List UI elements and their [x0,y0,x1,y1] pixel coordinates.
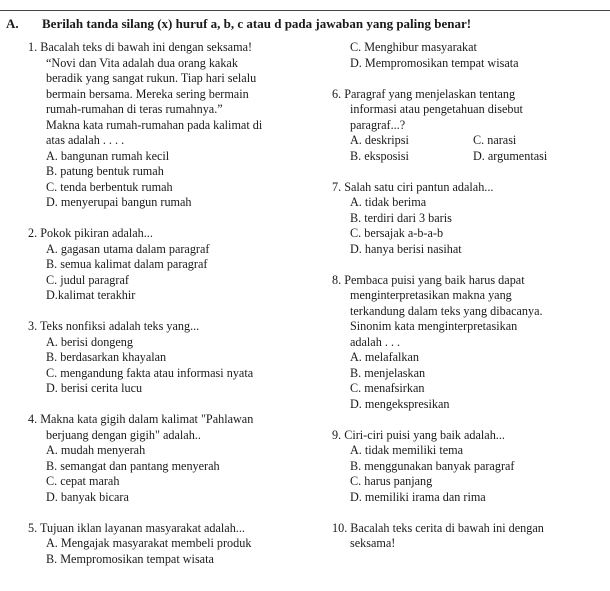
q8-option-c[interactable]: C. menafsirkan [350,381,425,395]
question-9 [332,428,547,506]
q4-option-c[interactable]: C. cepat marah [46,474,120,488]
q4-option-d[interactable]: D. banyak bicara [46,489,129,504]
q2-option-c[interactable]: C. judul paragraf [46,272,129,287]
top-divider [0,10,610,11]
question-10 [332,521,547,552]
q6-options-row-1 [332,133,547,149]
section-instruction: Berilah tanda silang (x) huruf a, b, c atau d pada jawaban yang paling benar! [42,16,472,31]
q1-stem-line: bermain bersama. Mereka sering bermain [46,86,249,101]
q1-stem-line: atas adalah . . . . [46,133,125,147]
q6-option-b[interactable]: B. eksposisi [350,148,409,163]
q2-stem-line: 2. Pokok pikiran adalah... [28,226,153,240]
question-7 [332,180,547,258]
q7-option-b[interactable]: B. terdiri dari 3 baris [350,210,452,225]
q3-stem-line: 3. Teks nonfiksi adalah teks yang... [28,319,200,333]
q1-stem-line: “Novi dan Vita adalah dua orang kakak [46,55,238,70]
left-column [28,40,262,567]
q6-stem-line: 6. Paragraf yang menjelaskan tentang [332,86,516,101]
question-8 [332,273,547,413]
q4-stem-line: berjuang dengan gigih" adalah.. [46,427,201,442]
q6-option-c[interactable]: C. narasi [473,133,517,147]
q4-option-b[interactable]: B. semangat dan pantang menyerah [46,458,220,473]
question-1 [28,40,262,211]
q8-stem-line: terkandung dalam teks yang dibacanya. [350,303,543,318]
q4-option-a[interactable]: A. mudah menyerah [46,443,146,457]
q2-option-b[interactable]: B. semua kalimat dalam paragraf [46,257,208,271]
question-5-continued [332,40,547,71]
question-3 [28,319,262,397]
q1-option-b[interactable]: B. patung bentuk rumah [46,164,164,178]
section-letter: A. [6,16,19,31]
question-4 [28,412,262,505]
q9-option-b[interactable]: B. menggunakan banyak paragraf [350,458,515,473]
q8-option-a[interactable]: A. melafalkan [350,350,420,364]
q6-stem-line: paragraf...? [350,117,406,132]
q9-option-d[interactable]: D. memiliki irama dan rima [350,489,486,504]
q8-stem-line: menginterpretasikan makna yang [350,288,512,302]
q9-stem-line: 9. Ciri-ciri puisi yang baik adalah... [332,427,505,442]
q1-option-a[interactable]: A. bangunan rumah kecil [46,148,170,163]
q3-option-d[interactable]: D. berisi cerita lucu [46,381,143,395]
q8-option-b[interactable]: B. menjelaskan [350,365,426,380]
q1-stem-line: Makna kata rumah-rumahan pada kalimat di [46,117,263,132]
q8-stem-line: adalah . . . [350,334,401,349]
q3-option-c[interactable]: C. mengandung fakta atau informasi nyata [46,365,254,380]
q1-option-c[interactable]: C. tenda berbentuk rumah [46,179,173,194]
q2-option-a[interactable]: A. gagasan utama dalam paragraf [46,241,210,256]
q7-stem-line: 7. Salah satu ciri pantun adalah... [332,179,494,194]
q1-stem-line: beradik yang sangat rukun. Tiap hari selalu [46,71,257,85]
q5-option-c[interactable]: C. Menghibur masyarakat [350,40,477,54]
q10-stem-line: 10. Bacalah teks cerita di bawah ini dengan [332,520,544,535]
q5-option-a[interactable]: A. Mengajak masyarakat membeli produk [46,536,252,550]
q5-stem-line: 5. Tujuan iklan layanan masyarakat adalah... [28,520,245,535]
q8-option-d[interactable]: D. mengekspresikan [350,396,450,411]
question-6 [332,87,547,165]
q6-stem-line: informasi atau pengetahuan disebut [350,102,523,116]
q6-options-row-2 [332,149,547,165]
q7-option-a[interactable]: A. tidak berima [350,195,427,209]
q1-stem-line: rumah-rumahan di teras rumahnya.” [46,102,223,116]
q2-option-d[interactable]: D.kalimat terakhir [46,288,136,302]
q7-option-d[interactable]: D. hanya berisi nasihat [350,241,462,256]
q9-option-c[interactable]: C. harus panjang [350,474,433,488]
q8-stem-line: Sinonim kata menginterpretasikan [350,319,518,333]
q1-option-d[interactable]: D. menyerupai bangun rumah [46,195,192,209]
q9-option-a[interactable]: A. tidak memiliki tema [350,443,464,457]
q10-stem-line: seksama! [350,536,396,550]
q5-option-d[interactable]: D. Mempromosikan tempat wisata [350,55,519,70]
q1-stem-line: 1. Bacalah teks di bawah ini dengan seksama! [28,40,253,54]
q8-stem-line: 8. Pembaca puisi yang baik harus dapat [332,272,525,287]
question-2 [28,226,262,304]
q3-option-a[interactable]: A. berisi dongeng [46,334,133,349]
q4-stem-line: 4. Makna kata gigih dalam kalimat "Pahlawan [28,412,254,426]
q3-option-b[interactable]: B. berdasarkan khayalan [46,350,167,364]
q6-option-a[interactable]: A. deskripsi [350,133,409,147]
q6-option-d[interactable]: D. argumentasi [473,148,548,163]
q5-option-b[interactable]: B. Mempromosikan tempat wisata [46,551,214,566]
question-5 [28,521,262,568]
q7-option-c[interactable]: C. bersajak a-b-a-b [350,226,444,240]
right-column [332,40,547,552]
